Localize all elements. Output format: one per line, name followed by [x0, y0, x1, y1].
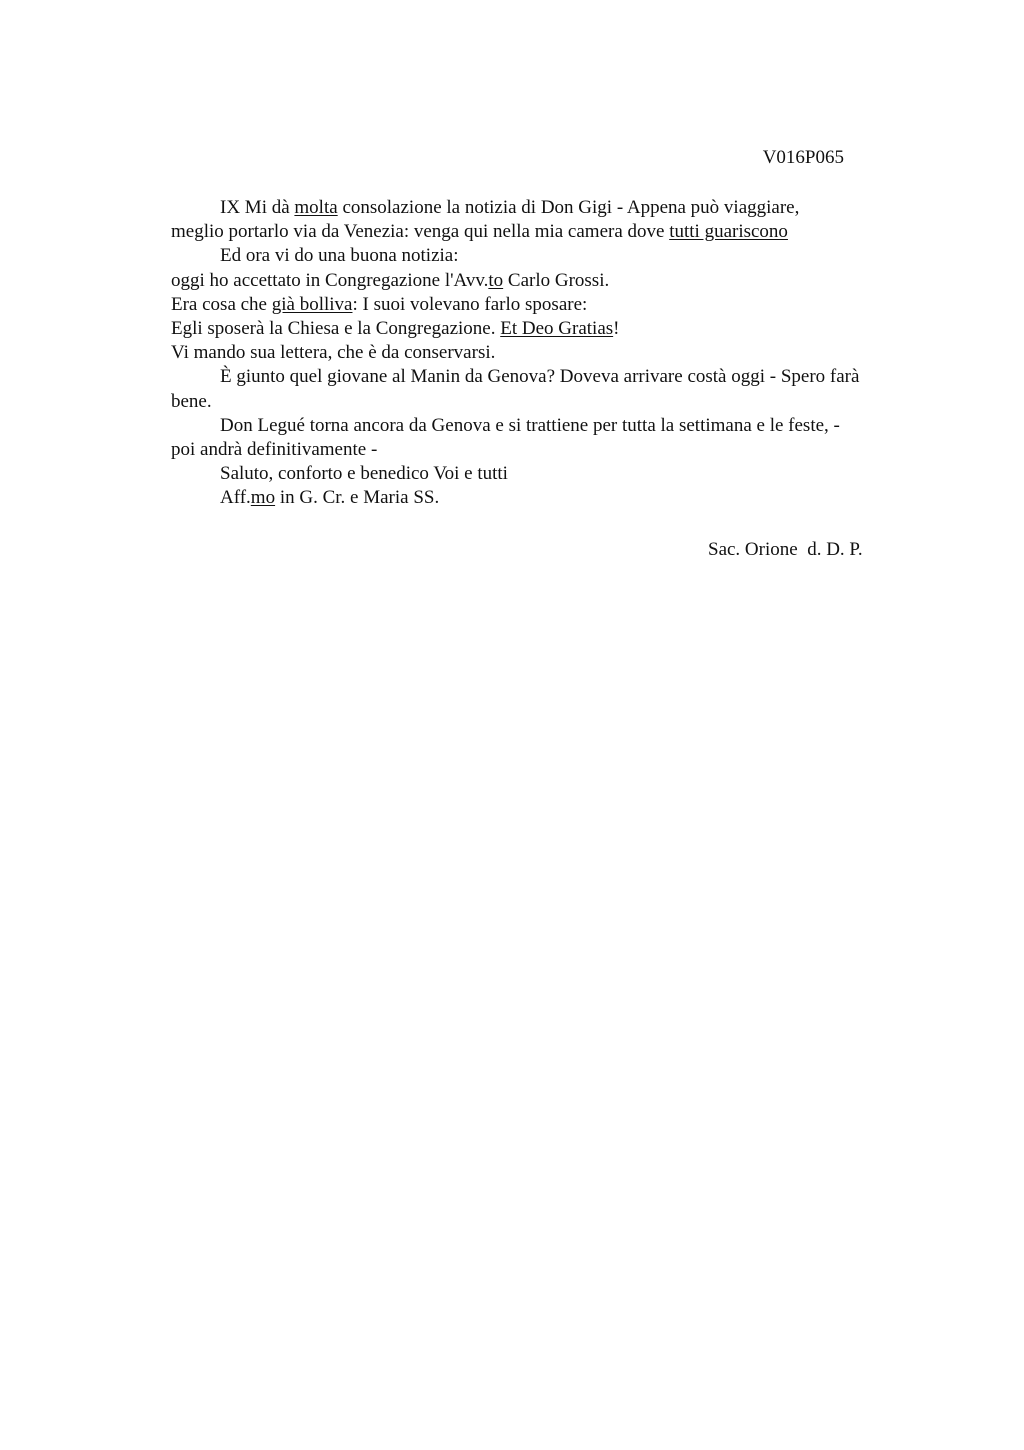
text-segment: Saluto, conforto e benedico Voi e tutti [220, 463, 508, 485]
letter-line-4 [171, 269, 921, 293]
text-segment: Don Legué torna ancora da Genova e si trattiene per tutta la settimana e le feste, - [220, 414, 840, 436]
signature: Sac. Orione d. D. P. [708, 539, 863, 560]
letter-line-3 [171, 244, 921, 268]
letter-line-1 [171, 196, 921, 220]
text-segment: oggi ho accettato in Congregazione l'Avv. [171, 269, 489, 291]
letter-line-8 [171, 365, 921, 389]
text-segment: meglio portarlo via da Venezia: venga qui nella mia camera dove [171, 221, 670, 243]
letter-line-7 [171, 341, 921, 365]
text-segment: Aff. [220, 487, 251, 509]
underlined-text: tutti guariscono [669, 221, 788, 243]
letter-line-12 [171, 462, 921, 486]
letter-body [171, 196, 921, 511]
text-segment: in G. Cr. e Maria SS. [275, 487, 440, 509]
text-segment: Era cosa che [171, 293, 272, 315]
letter-line-11 [171, 438, 921, 462]
page-reference: V016P065 [762, 147, 844, 168]
underlined-text: già bolliva [271, 293, 353, 315]
text-segment: Ed ora vi do una buona notizia: [220, 245, 459, 267]
underlined-text: to [488, 269, 504, 291]
letter-line-9 [171, 390, 921, 414]
letter-line-6 [171, 317, 921, 341]
underlined-text: Et Deo Gratias [500, 318, 614, 340]
letter-line-2 [171, 220, 921, 244]
text-segment: È giunto quel giovane al Manin da Genova? Doveva arrivare costà oggi - Spero farà [220, 366, 860, 388]
text-segment: bene. [171, 390, 212, 412]
letter-line-13 [171, 486, 921, 510]
text-segment: IX Mi dà [220, 197, 295, 218]
letter-line-5 [171, 293, 921, 317]
text-segment: consolazione la notizia di Don Gigi - Appena può viaggiare, [337, 197, 800, 218]
text-segment: poi andrà definitivamente - [171, 439, 378, 461]
underlined-text: molta [294, 197, 338, 218]
text-segment: Egli sposerà la Chiesa e la Congregazione. [171, 318, 501, 340]
text-segment: Vi mando sua lettera, che è da conservarsi. [171, 342, 496, 364]
text-segment: Carlo Grossi. [503, 269, 610, 291]
text-segment: : I suoi volevano farlo sposare: [352, 293, 588, 315]
text-segment: ! [613, 318, 620, 340]
letter-line-10 [171, 414, 921, 438]
underlined-text: mo [250, 487, 276, 509]
